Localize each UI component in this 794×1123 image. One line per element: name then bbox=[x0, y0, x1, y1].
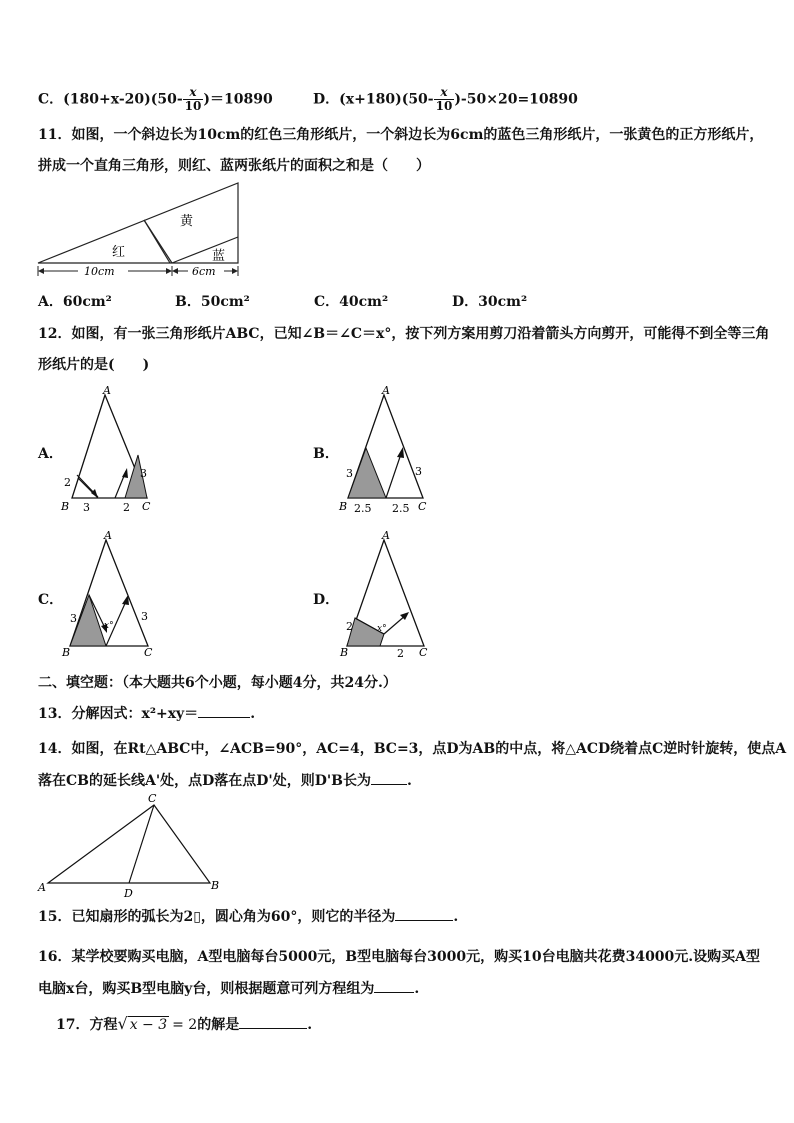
len-3: 2.5 bbox=[392, 502, 410, 515]
len-1: 3 bbox=[346, 467, 353, 480]
vertex-b: B bbox=[61, 500, 70, 513]
answer-blank[interactable] bbox=[239, 1027, 307, 1029]
vertex-a: A bbox=[382, 385, 390, 397]
q11-figure bbox=[34, 180, 244, 280]
sqrt-sign: √ bbox=[117, 1014, 128, 1033]
angle-x: x° bbox=[377, 624, 387, 634]
answer-blank[interactable] bbox=[371, 783, 407, 785]
label-6cm: 6cm bbox=[192, 265, 216, 278]
answer-blank[interactable] bbox=[374, 991, 414, 993]
len-2: 2.5 bbox=[354, 502, 372, 515]
vertex-a: A bbox=[103, 385, 111, 397]
vertex-a: A bbox=[104, 530, 112, 542]
len-2: 2 bbox=[397, 647, 404, 660]
section-heading: 二、填空题：（本大题共6个小题，每小题4分，共24分.） bbox=[38, 675, 397, 691]
q14-figure bbox=[36, 790, 226, 900]
label-10cm: 10cm bbox=[84, 265, 115, 278]
q12-label-b: B． bbox=[313, 446, 339, 462]
point-b: B bbox=[211, 879, 220, 892]
len-1: 2 bbox=[64, 476, 71, 489]
q15: 15．已知扇形的弧长为2▯，圆心角为60°，则它的半径为 . bbox=[38, 909, 459, 925]
vertex-c: C bbox=[418, 500, 427, 513]
q12-line2: 形纸片的是( ) bbox=[38, 357, 150, 373]
len-4: 3 bbox=[415, 465, 422, 478]
vertex-b: B bbox=[340, 646, 349, 659]
q17: 17．方程√ x − 3 = 2的解是 . bbox=[56, 1014, 313, 1033]
answer-blank[interactable] bbox=[395, 919, 453, 921]
q12-label-d: D． bbox=[313, 592, 340, 608]
vertex-c: C bbox=[142, 500, 151, 513]
q14-line2: 落在CB的延长线A'处，点D落在点D'处，则D'B长为 . bbox=[38, 773, 412, 789]
q12-label-c: C． bbox=[38, 592, 64, 608]
fraction: $\frac{x}{10}$ bbox=[184, 85, 202, 113]
label-blue: 蓝 bbox=[212, 249, 226, 264]
q12-figure-a bbox=[58, 385, 168, 515]
angle-x: x° bbox=[104, 621, 114, 631]
vertex-c: C bbox=[144, 646, 153, 659]
vertex-b: B bbox=[339, 500, 348, 513]
vertex-c: C bbox=[419, 646, 428, 659]
q16-line1: 16．某学校要购买电脑，A型电脑每台5000元，B型电脑每台3000元，购买10台电脑共花费34000元.设购买A型 bbox=[38, 949, 761, 965]
fraction: $\frac{x}{10}$ bbox=[435, 85, 453, 113]
q11-option-b: B．50cm² bbox=[175, 294, 250, 310]
q13: 13．分解因式：x²+xy＝ . bbox=[38, 706, 256, 722]
point-c: C bbox=[148, 792, 157, 805]
q11-option-d: D．30cm² bbox=[452, 294, 528, 310]
q14-line1: 14．如图，在Rt△ABC中，∠ACB=90°，AC=4，BC=3，点D为AB的中点，将△ACD绕着点C逆时针旋转，使点A bbox=[38, 741, 787, 757]
len-2: 3 bbox=[141, 610, 148, 623]
label-yellow: 黄 bbox=[180, 214, 194, 229]
answer-blank[interactable] bbox=[198, 716, 250, 718]
len-1: 3 bbox=[70, 612, 77, 625]
radicand: x − 3 bbox=[129, 1017, 168, 1033]
len-2: 3 bbox=[83, 501, 90, 514]
q16-line2: 电脑x台，购买B型电脑y台，则根据题意可列方程组为 . bbox=[38, 981, 420, 997]
point-a: A bbox=[38, 881, 46, 894]
q11-line2: 拼成一个直角三角形，则红、蓝两张纸片的面积之和是（ ） bbox=[38, 158, 430, 174]
q10-option-d: D．(x+180)(50- $\frac{x}{10}$ )-50×20=10890 bbox=[313, 85, 578, 113]
q11-option-c: C．40cm² bbox=[314, 294, 389, 310]
q12-figure-d bbox=[336, 530, 446, 660]
q12-label-a: A． bbox=[38, 446, 63, 462]
len-3: 2 bbox=[123, 501, 130, 514]
len-4: 3 bbox=[140, 467, 147, 480]
label-red: 红 bbox=[112, 245, 126, 260]
q10-option-c: C．(180+x-20)(50- $\frac{x}{10}$ )＝10890 bbox=[38, 85, 273, 113]
q11-line1: 11．如图，一个斜边长为10cm的红色三角形纸片，一个斜边长为6cm的蓝色三角形纸片，一张黄色的正方形纸片， bbox=[38, 127, 764, 143]
vertex-b: B bbox=[62, 646, 71, 659]
q12-line1: 12．如图，有一张三角形纸片ABC，已知∠B＝∠C＝x°，按下列方案用剪刀沿着箭头方向剪开，可能得不到全等三角 bbox=[38, 326, 770, 342]
q12-figure-c bbox=[58, 530, 168, 660]
vertex-a: A bbox=[382, 530, 390, 542]
q12-figure-b bbox=[336, 385, 446, 515]
len-1: 2 bbox=[346, 620, 353, 633]
point-d: D bbox=[124, 887, 133, 900]
q11-option-a: A．60cm² bbox=[38, 294, 112, 310]
